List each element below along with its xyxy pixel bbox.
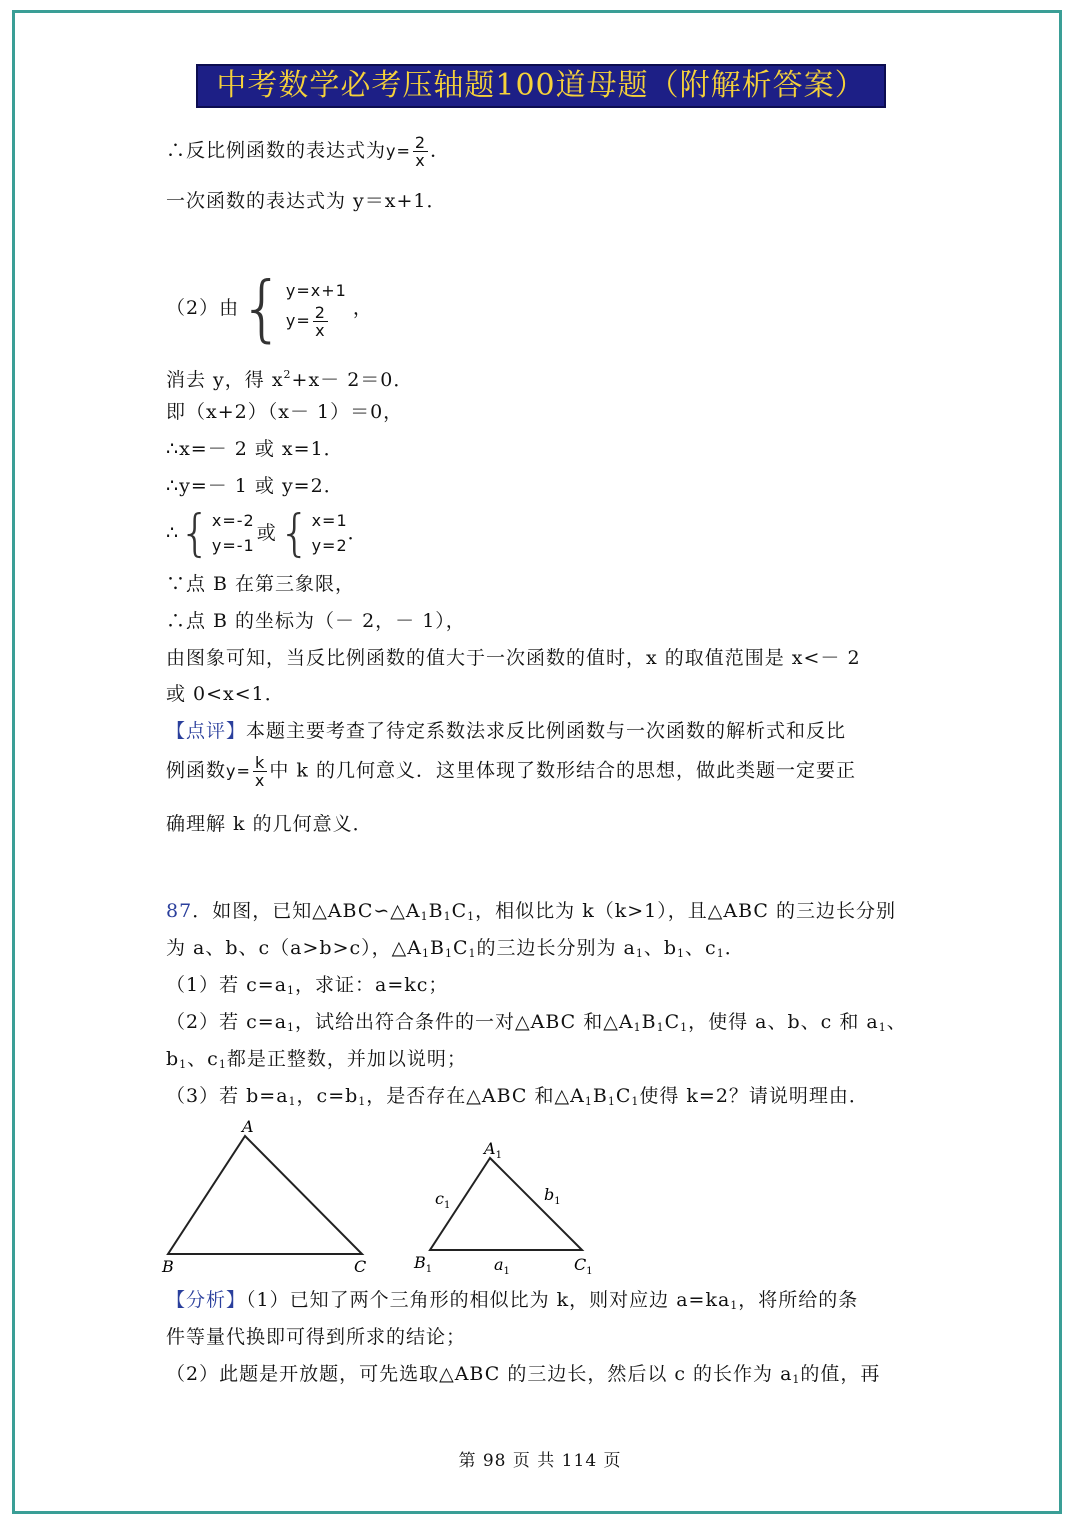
comment-line-3: 确理解 k 的几何意义． (166, 813, 373, 835)
triangle-figure (150, 1112, 610, 1282)
equation: x=-2 (211, 511, 255, 530)
subscript: 1 (468, 947, 477, 960)
text-line-3 (166, 268, 373, 348)
text: 例函数 (166, 759, 227, 782)
equation: x=1 (311, 511, 348, 530)
formula-y: y= (386, 141, 411, 161)
subscript: 1 (218, 1058, 227, 1071)
subscript: 1 (584, 1095, 593, 1108)
comment-line-1 (166, 719, 846, 743)
subscript: 1 (656, 1021, 665, 1034)
side-label-c1: $c_1$ (435, 1189, 451, 1211)
text-line-7: ∴y=－ 1 或 y=2． (166, 475, 344, 497)
text: ∴ (166, 522, 180, 544)
numerator: 2 (414, 133, 427, 152)
equation-system (212, 508, 255, 558)
text: ． (347, 522, 368, 544)
text-line-11: 由图象可知，当反比例函数的值大于一次函数的值时，x 的取值范围是 x<－ 2 (166, 647, 861, 669)
left-brace: { (278, 504, 312, 562)
fraction (313, 304, 328, 339)
text: 为 a、b、c（a>b>c），△A (166, 937, 422, 959)
equation-system (286, 278, 347, 339)
text: （3）若 b=a (166, 1085, 289, 1107)
subscript: 1 (716, 947, 725, 960)
text-line-2: 一次函数的表达式为 y＝x+1． (166, 190, 447, 212)
left-brace: { (239, 266, 286, 350)
text: b (166, 1048, 180, 1070)
text: B (428, 900, 444, 922)
text: ． (724, 937, 745, 959)
text: （1）已知了两个三角形的相似比为 k，则对应边 a=ka (246, 1289, 731, 1311)
vertex-label-b: B (162, 1257, 174, 1276)
subscript: 1 (358, 1095, 367, 1108)
text-line-12: 或 0<x<1． (166, 683, 285, 705)
vertex-label-c: C (354, 1257, 367, 1276)
text-line-8 (166, 506, 368, 560)
text: 或 (256, 522, 277, 544)
subscript: 1 (680, 1021, 689, 1034)
equation-system (312, 508, 348, 558)
text-line-5: 即（x+2）（x－ 1）＝0， (166, 401, 404, 423)
text: 、b (643, 937, 678, 959)
comment-tag: 【点评】 (166, 720, 247, 742)
text-line-10: ∴点 B 的坐标为（－ 2，－ 1）， (166, 610, 466, 632)
text: 都是正整数，并加以说明； (226, 1048, 467, 1070)
text: ，使得 a、b、c 和 a (688, 1011, 879, 1033)
text: ，c=b (296, 1085, 359, 1107)
subscript: 1 (443, 910, 452, 923)
subscript: 1 (635, 947, 644, 960)
left-brace: { (179, 504, 212, 562)
text: 、c (187, 1048, 219, 1070)
question-line-1 (166, 899, 896, 929)
text: （2）若 c=a (166, 1011, 288, 1033)
subscript: 1 (631, 1095, 640, 1108)
denominator: x (254, 771, 266, 790)
text: （1）若 c=a (166, 974, 288, 996)
page-title: 中考数学必考压轴题100道母题（附解析答案） (196, 64, 886, 108)
fraction (253, 754, 267, 789)
subscript: 1 (730, 1299, 739, 1312)
superscript: 2 (283, 368, 292, 381)
text-line-1 (166, 134, 450, 169)
text: 的三边长分别为 a (476, 937, 636, 959)
question-number: 87 (166, 900, 193, 922)
subscript: 1 (677, 947, 686, 960)
text: C (451, 900, 468, 922)
text: ，是否存在△ABC 和△A (366, 1085, 585, 1107)
subscript: 1 (444, 947, 453, 960)
comment-line-2 (166, 754, 856, 789)
subscript: 1 (288, 1095, 297, 1108)
side-label-a1: $a_1$ (494, 1255, 510, 1277)
text: B (641, 1011, 657, 1033)
text: （2）此题是开放题，可先选取△ABC 的三边长，然后以 c 的长作为 a (166, 1363, 793, 1385)
question-line-5 (166, 1047, 467, 1077)
text: C (664, 1011, 681, 1033)
text-line-9: ∵点 B 在第三象限， (166, 573, 356, 595)
text: 使得 k=2？请说明理由． (639, 1085, 869, 1107)
side-label-b1: $b_1$ (544, 1185, 561, 1207)
numerator: 2 (314, 302, 326, 322)
text: ， (352, 297, 373, 319)
text: ．如图，已知△ABC∽△A (192, 900, 421, 922)
text: ，求证：a=kc； (295, 974, 449, 996)
text-line-6: ∴x=－ 2 或 x=1． (166, 438, 344, 460)
page-footer: 第 98 页 共 114 页 (458, 1451, 622, 1471)
subscript: 1 (421, 947, 430, 960)
equation-1: y=x+1 (285, 280, 347, 300)
subscript: 1 (179, 1058, 188, 1071)
formula-y: y= (285, 310, 311, 330)
triangle-abc (168, 1136, 362, 1254)
question-line-3 (166, 973, 448, 1003)
text: C (452, 937, 469, 959)
text: +x－ 2＝0． (291, 369, 414, 391)
analysis-line-1 (166, 1288, 858, 1318)
subscript: 1 (420, 910, 429, 923)
text: ． (430, 139, 451, 162)
denominator: x (315, 320, 326, 340)
subscript: 1 (792, 1373, 801, 1386)
analysis-tag: 【分析】 (166, 1289, 247, 1311)
text: 、 (886, 1011, 907, 1033)
text: B (592, 1085, 608, 1107)
text: ，将所给的条 (738, 1289, 859, 1311)
formula-y: y= (226, 761, 251, 781)
numerator: k (253, 754, 267, 772)
vertex-label-a1: $A_1$ (484, 1139, 502, 1161)
text: （2）由 (166, 297, 240, 319)
equation: y=-1 (211, 536, 255, 555)
subscript: 1 (633, 1021, 642, 1034)
text: ，试给出符合条件的一对△ABC 和△A (295, 1011, 634, 1033)
text: 的值，再 (800, 1363, 881, 1385)
subscript: 1 (287, 984, 296, 997)
text: C (615, 1085, 632, 1107)
subscript: 1 (878, 1021, 887, 1034)
text: ∴反比例函数的表达式为 (166, 139, 387, 162)
text: 消去 y，得 x (166, 369, 284, 391)
question-line-6 (166, 1084, 869, 1114)
equation: y=2 (311, 536, 348, 555)
subscript: 1 (607, 1095, 616, 1108)
subscript: 1 (467, 910, 476, 923)
vertex-label-b1: $B_1$ (414, 1253, 433, 1275)
vertex-label-a: A (242, 1117, 254, 1136)
text: 、c (685, 937, 717, 959)
subscript: 1 (287, 1021, 296, 1034)
text: ，相似比为 k（k>1），且△ABC 的三边长分别 (475, 900, 896, 922)
fraction (413, 134, 428, 169)
vertex-label-c1: $C_1$ (574, 1255, 593, 1277)
text: 本题主要考查了待定系数法求反比例函数与一次函数的解析式和反比 (246, 720, 847, 742)
text-line-4 (166, 363, 413, 392)
text: 中 k 的几何意义．这里体现了数形结合的思想，做此类题一定要正 (269, 759, 856, 782)
question-line-4 (166, 1010, 907, 1040)
analysis-line-2: 件等量代换即可得到所求的结论； (166, 1326, 467, 1348)
denominator: x (415, 151, 426, 170)
question-line-2 (166, 936, 745, 966)
analysis-line-3 (166, 1362, 880, 1392)
text: B (429, 937, 445, 959)
